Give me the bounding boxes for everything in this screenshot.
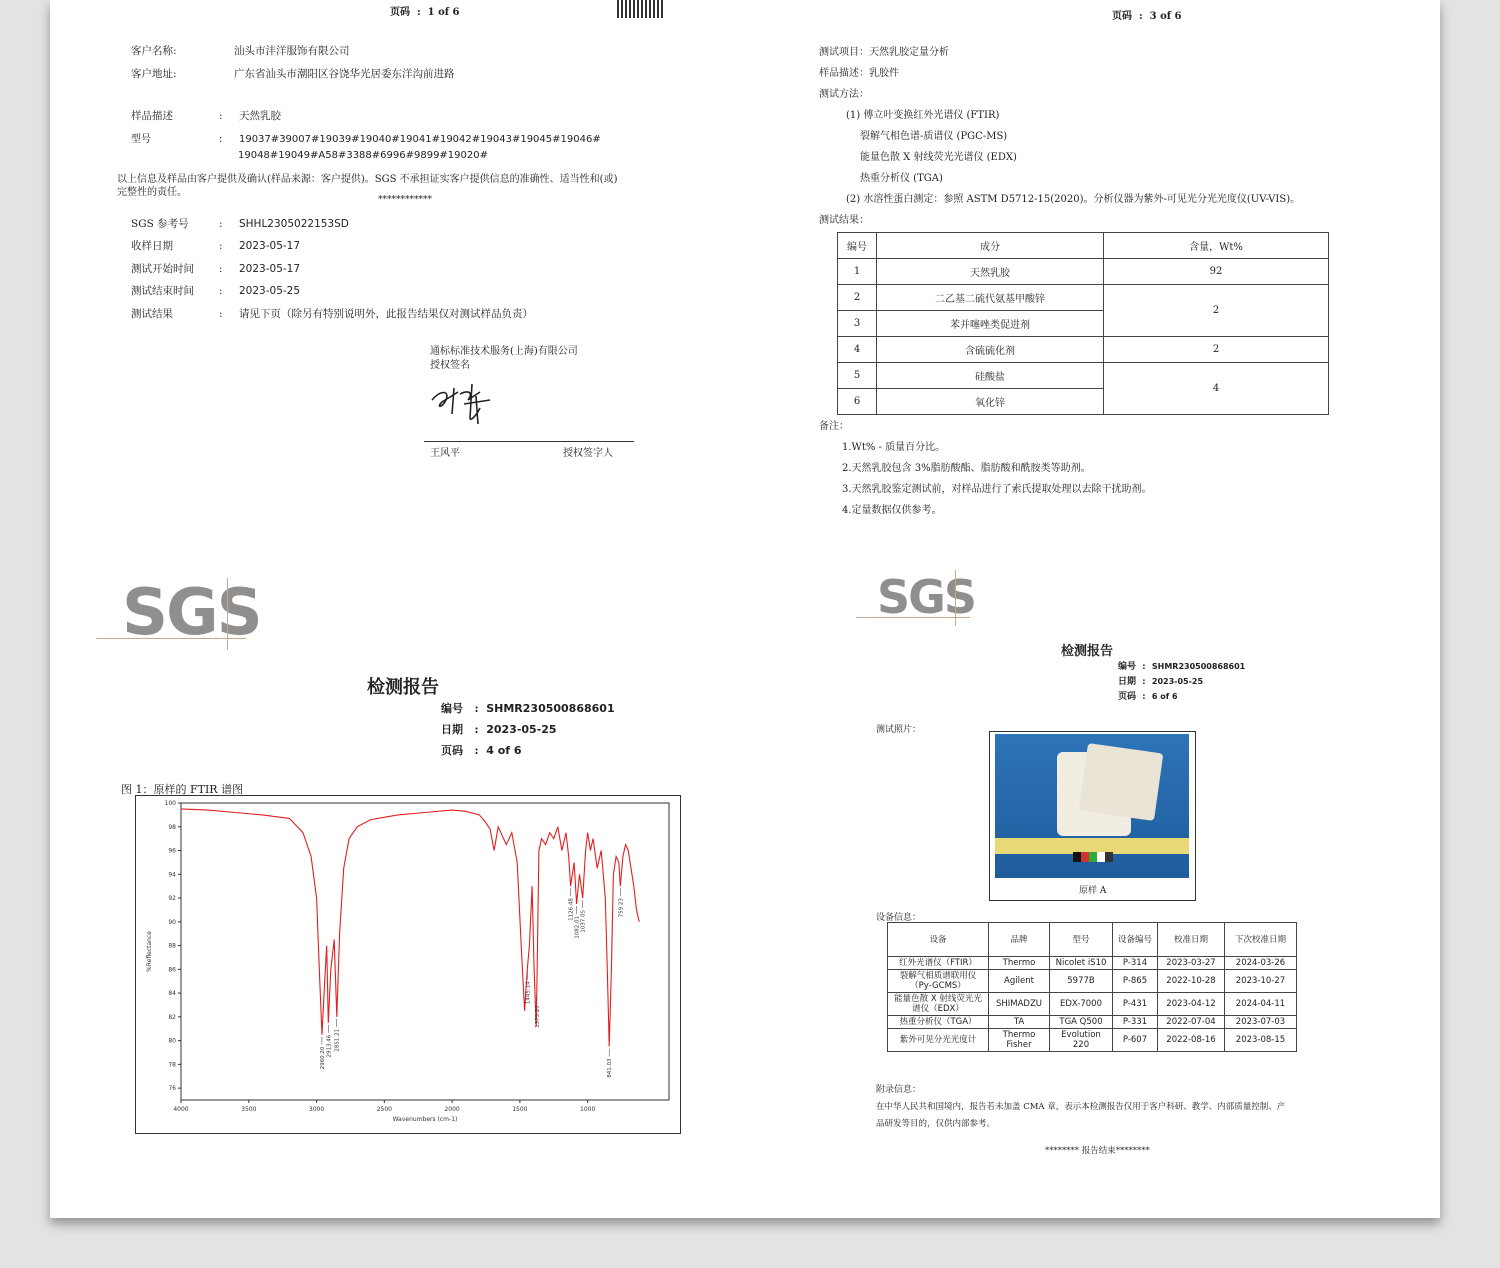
cell: TA [989,1016,1050,1029]
peak-label: 2913.46 [326,1034,333,1058]
cell: 5977B [1050,970,1113,993]
p3-note-2: 2.天然乳胶包含 3%脂肪酸酯、脂肪酸和酰胺类等助剂。 [842,463,1091,474]
col-header: 成分 [877,233,1104,259]
x-tick-label: 2000 [444,1106,460,1113]
p3-page-label: 页码 : 3 of 6 [1112,11,1182,22]
cell-name: 硅酸盐 [877,363,1104,389]
peak-label: 759.23 [618,898,625,918]
p6-photo-caption: 原样 A [1079,886,1107,896]
p6-meta-date: 日期 : 2023-05-25 [1118,677,1204,687]
x-tick-label: 4000 [173,1106,189,1113]
table-row [838,259,1329,285]
p6-meta-no: 编号 : SHMR230500868601 [1118,662,1246,672]
cell: P-314 [1113,957,1158,970]
cell: 能量色散 X 射线荧光光谱仪（EDX） [888,993,989,1016]
cell: 紫外可见分光光度计 [888,1029,989,1052]
y-tick-label: 96 [168,847,176,855]
table-row [888,993,1297,1016]
cell: 2024-03-26 [1225,957,1297,970]
peak-label: 1375.27 [534,1005,541,1028]
cell: 裂解气相质谱联用仪（Py-GCMS） [888,970,989,993]
cell-name: 苯并噻唑类促进剂 [877,311,1104,337]
p4-figure-caption: 图 1：原样的 FTIR 谱图 [121,783,244,796]
table-row [838,337,1329,363]
p1-sample-desc: 样品描述 : 天然乳胶 [131,110,281,122]
cell: TGA Q500 [1050,1016,1113,1029]
p1-disclaimer-line1: 以上信息及样品由客户提供及确认(样品来源：客户提供)。SGS 不承担证实客户提供信息的准确性、适当性和(或) [117,174,618,185]
color-chart [1073,852,1113,862]
cell: Thermo Fisher [989,1029,1050,1052]
y-tick-label: 84 [168,990,176,998]
y-axis-label: %Reflectance [146,931,153,972]
p3-result-table [837,232,1329,415]
p1-customer-name: 客户名称: 汕头市沣洋服饰有限公司 [131,45,350,57]
cell: 2023-04-12 [1158,993,1225,1016]
p3-note-4: 4.定量数据仅供参考。 [842,505,942,516]
cell-no: 2 [838,285,877,311]
peak-label: 2960.20 [319,1046,326,1070]
p3-notes-title: 备注： [819,421,849,432]
cell-name: 二乙基二硫代氨基甲酸锌 [877,285,1104,311]
col-header: 设备编号 [1113,923,1158,957]
cell: 2023-08-15 [1225,1029,1297,1052]
cell: P-331 [1113,1016,1158,1029]
logo-rule-2v [955,570,956,626]
cell: 2022-10-28 [1158,970,1225,993]
y-tick-label: 94 [168,871,176,879]
p1-page-label: 页码 : 1 of 6 [390,7,460,18]
p4-meta-page: 页码 : 4 of 6 [441,744,522,757]
table-row [888,970,1297,993]
table-row [838,363,1329,389]
p1-customer-address: 客户地址: 广东省汕头市潮阳区谷饶华光居委东洋沟前进路 [131,68,455,80]
y-tick-label: 76 [168,1085,176,1093]
cell: Evolution 220 [1050,1029,1113,1052]
cell: 2023-03-27 [1158,957,1225,970]
p6-report-end: ******** 报告结束******** [1045,1146,1150,1156]
cell-val: 2 [1104,285,1329,337]
p1-company: 通标标准技术服务(上海)有限公司 [430,346,578,357]
y-tick-label: 88 [168,942,176,950]
sgs-logo-2: SGS [877,570,976,624]
cell: 2023-07-03 [1225,1016,1297,1029]
cell: 红外光谱仪（FTIR） [888,957,989,970]
p6-equip-title: 设备信息： [876,913,922,923]
p1-stars: ************ [378,195,432,205]
p3-note-3: 3.天然乳胶鉴定测试前，对样品进行了索氏提取处理以去除干扰助剂。 [842,484,1152,495]
x-tick-label: 1000 [580,1106,596,1113]
y-tick-label: 92 [168,895,176,903]
cell-no: 1 [838,259,877,285]
peak-label: 1082.01 [574,915,581,939]
p3-method-2: (2) 水溶性蛋白测定：参照 ASTM D5712-15(2020)。分析仪器为紫外-可见光分光光度仪(UV-VIS)。 [846,194,1301,205]
y-tick-label: 90 [168,918,176,926]
x-tick-label: 1500 [512,1106,528,1113]
p1-test-end: 测试结束时间 : 2023-05-25 [131,285,301,297]
p6-equip-table [887,922,1297,1052]
col-header: 编号 [838,233,877,259]
y-tick-label: 86 [168,966,176,974]
y-tick-label: 80 [168,1037,176,1045]
col-header: 校准日期 [1158,923,1225,957]
latex-sample-fold [1079,743,1164,821]
col-header: 型号 [1050,923,1113,957]
cell: P-431 [1113,993,1158,1016]
table-row [888,957,1297,970]
cell: 2022-08-16 [1158,1029,1225,1052]
cell: P-607 [1113,1029,1158,1052]
p3-method-1b: 裂解气相色谱-质谱仪 (PGC-MS) [860,131,1008,142]
cell-no: 6 [838,389,877,415]
p3-sample-desc: 样品描述：乳胶件 [819,68,899,79]
p4-title: 检测报告 [367,677,439,698]
p6-photo-label: 测试照片： [876,725,922,735]
p6-appendix-1: 在中华人民共和国境内，报告若未加盖 CMA 章，表示本检测报告仅用于客户科研、教学、内部质量控制、产 [876,1102,1286,1112]
table-row [888,1029,1297,1052]
cell-val: 2 [1104,337,1329,363]
y-tick-label: 78 [168,1061,176,1069]
p3-note-1: 1.Wt% - 质量百分比。 [842,442,946,453]
p3-method-1: (1) 傅立叶变换红外光谱仪 (FTIR) [846,110,1000,121]
p6-title: 检测报告 [1061,644,1114,659]
y-tick-label: 82 [168,1013,176,1021]
cell: 热重分析仪（TGA） [888,1016,989,1029]
cell-val: 92 [1104,259,1329,285]
cell: Nicolet iS10 [1050,957,1113,970]
p1-test-result: 测试结果 : 请见下页（除另有特别说明外，此报告结果仅对测试样品负责） [131,308,533,320]
p3-test-item: 测试项目：天然乳胶定量分析 [819,47,949,58]
sample-photo [995,734,1189,878]
p1-signature-line [424,441,634,442]
p3-method-1d: 热重分析仪 (TGA) [860,173,943,184]
cell: Agilent [989,970,1050,993]
p1-ref: SGS 参考号 : SHHL2305022153SD [131,218,349,230]
p1-auth-sign: 授权签名 [430,360,470,371]
ftir-series-line [181,809,639,1047]
p4-meta-no: 编号 : SHMR230500868601 [441,702,615,715]
table-row [888,1016,1297,1029]
cell-no: 4 [838,337,877,363]
qr-code-icon [617,0,665,18]
col-header: 设备 [888,923,989,957]
cell: 2024-04-11 [1225,993,1297,1016]
y-tick-label: 100 [164,800,176,807]
peak-label: 2851.21 [334,1028,341,1052]
p1-received-date: 收样日期 : 2023-05-17 [131,240,301,252]
peak-label: 841.03 [607,1058,614,1078]
cell-val: 4 [1104,363,1329,415]
p1-model: 型号 : 19037#39007#19039#19040#19041#19042#19043#19045#19046# [131,134,601,145]
cell: 2022-07-04 [1158,1016,1225,1029]
x-axis-label: Wavenumbers (cm-1) [392,1116,458,1123]
cell: P-865 [1113,970,1158,993]
p6-appendix-2: 品研发等目的，仅供内部参考。 [876,1119,996,1129]
cell-name: 天然乳胶 [877,259,1104,285]
cell-no: 3 [838,311,877,337]
peak-label: 1037.05 [580,910,587,933]
cell-no: 5 [838,363,877,389]
p3-method-title: 测试方法： [819,89,869,100]
col-header: 下次校准日期 [1225,923,1297,957]
x-tick-label: 3000 [308,1106,325,1113]
p1-model-line2: 19048#19049#A58#3388#6996#9899#19020# [238,150,488,161]
cell: Thermo [989,957,1050,970]
sgs-logo: SGS [122,576,261,650]
x-tick-label: 3500 [241,1106,257,1113]
cell: EDX-7000 [1050,993,1113,1016]
ftir-chart [135,795,681,1134]
y-tick-label: 98 [168,823,176,831]
table-header-row [888,923,1297,957]
logo-rule [96,638,246,639]
peak-label: 1445.14 [525,981,532,1005]
col-header: 品牌 [989,923,1050,957]
plot-area [181,803,669,1100]
x-tick-label: 2500 [376,1106,392,1113]
peak-label: 1126.48 [568,898,575,921]
p1-disclaimer-line2: 完整性的责任。 [117,187,187,198]
p3-method-1c: 能量色散 X 射线荧光光谱仪 (EDX) [860,152,1017,163]
col-header: 含量，Wt% [1104,233,1329,259]
p4-meta-date: 日期 : 2023-05-25 [441,723,557,736]
logo-rule-v [227,578,228,650]
table-header-row [838,233,1329,259]
logo-rule-2 [856,617,970,618]
signature-image [428,378,500,426]
cell: SHIMADZU [989,993,1050,1016]
cell-name: 氧化锌 [877,389,1104,415]
p1-test-start: 测试开始时间 : 2023-05-17 [131,263,301,275]
cell: 2023-10-27 [1225,970,1297,993]
p6-appendix-title: 附录信息： [876,1085,922,1095]
cell-name: 含硫硫化剂 [877,337,1104,363]
p1-signer-title: 授权签字人 [563,448,613,459]
table-row [838,285,1329,311]
p3-result-title: 测试结果： [819,215,869,226]
p6-meta-page: 页码 : 6 of 6 [1118,692,1178,702]
p1-signer-name: 王风平 [430,448,460,459]
